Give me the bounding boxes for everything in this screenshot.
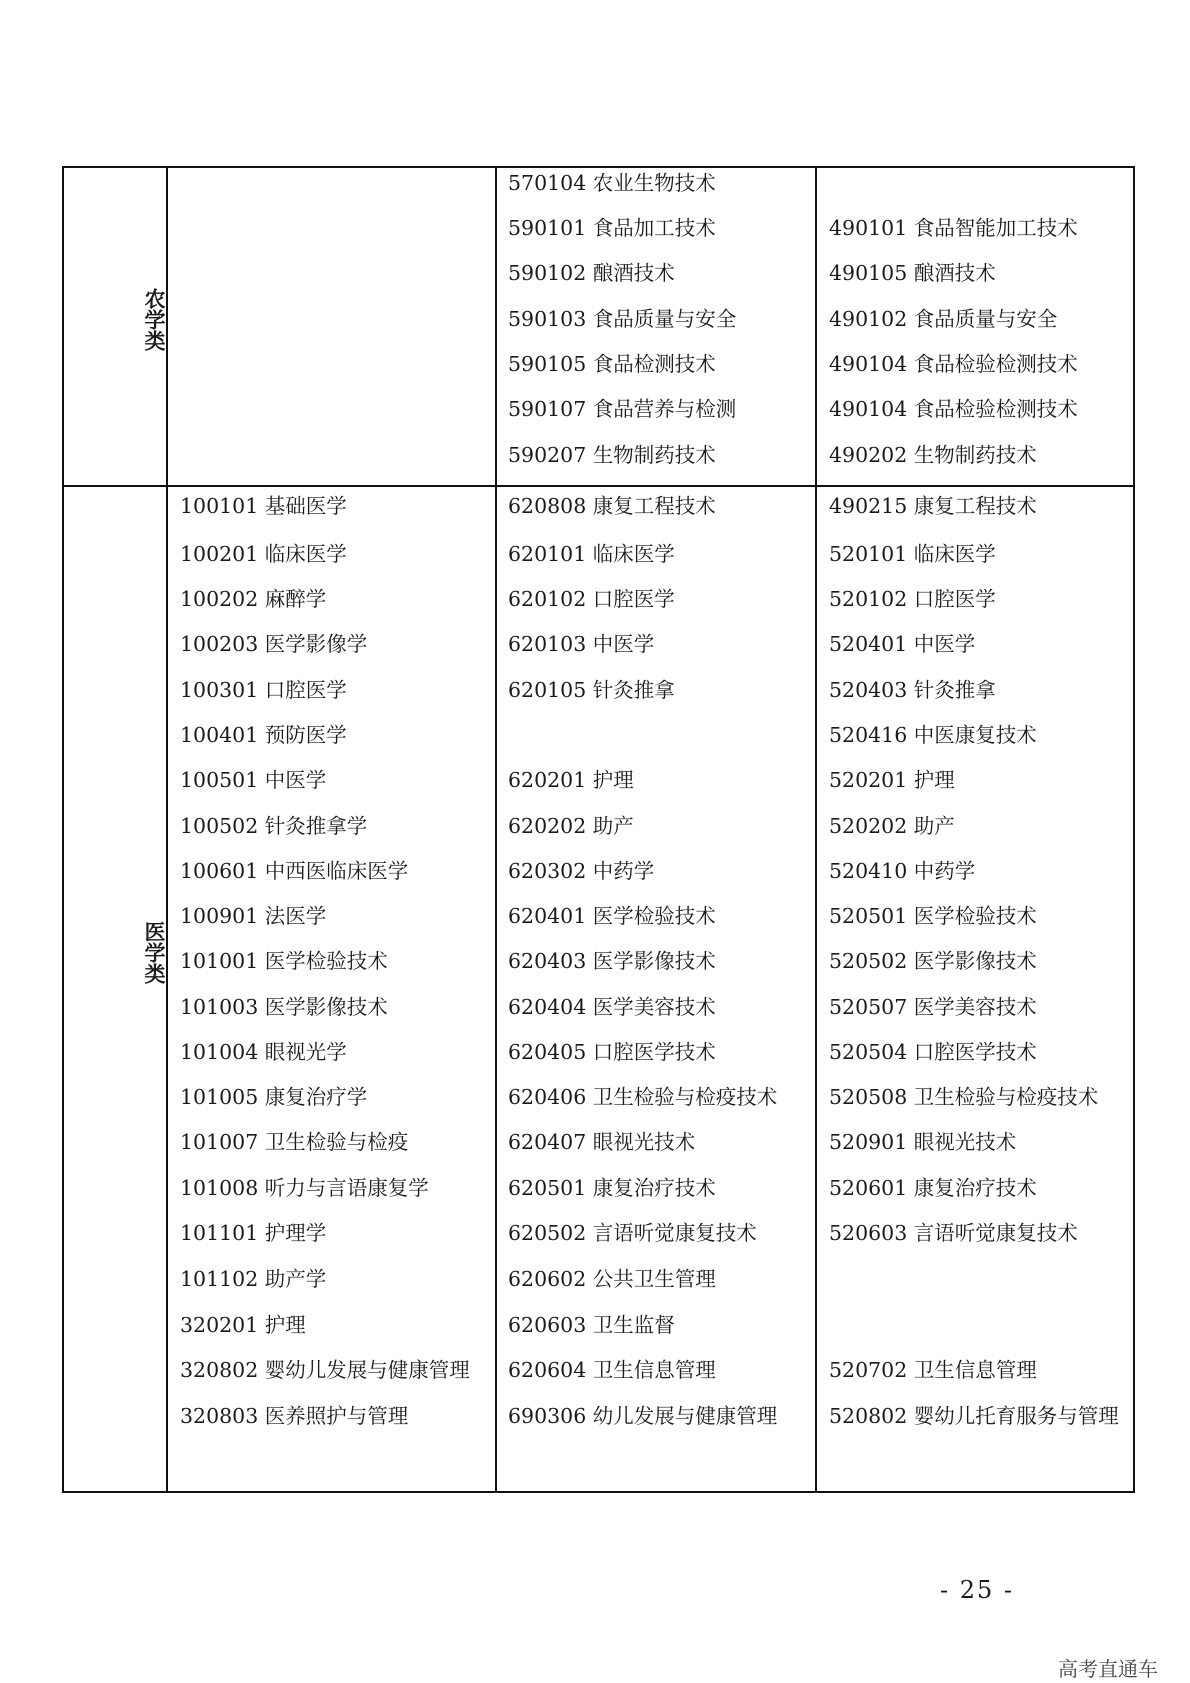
- major-entry: 620102 口腔医学: [508, 587, 675, 611]
- major-entry: 490104 食品检验检测技术: [829, 397, 1078, 421]
- major-entry: 101005 康复治疗学: [180, 1085, 368, 1109]
- major-entry: 320201 护理: [180, 1313, 306, 1337]
- major-entry: 320803 医养照护与管理: [180, 1404, 409, 1428]
- major-entry: 520416 中医康复技术: [829, 723, 1037, 747]
- major-entry: 100203 医学影像学: [180, 632, 368, 656]
- major-entry: 490105 酿酒技术: [829, 261, 996, 285]
- major-entry: 620602 公共卫生管理: [508, 1267, 716, 1291]
- major-entry: 620201 护理: [508, 768, 634, 792]
- major-entry: 520401 中医学: [829, 632, 976, 656]
- major-entry: 520508 卫生检验与检疫技术: [829, 1085, 1099, 1109]
- major-entry: 520502 医学影像技术: [829, 949, 1037, 973]
- major-entry: 100401 预防医学: [180, 723, 347, 747]
- major-entry: 590103 食品质量与安全: [508, 307, 737, 331]
- major-entry: 520501 医学检验技术: [829, 904, 1037, 928]
- major-entry: 101101 护理学: [180, 1221, 327, 1245]
- major-entry: 320802 婴幼儿发展与健康管理: [180, 1358, 470, 1382]
- major-entry: 100901 法医学: [180, 904, 327, 928]
- major-entry: 520403 针灸推拿: [829, 678, 996, 702]
- major-entry: 101007 卫生检验与检疫: [180, 1130, 409, 1154]
- major-entry: 620502 言语听觉康复技术: [508, 1221, 757, 1245]
- major-entry: 520201 护理: [829, 768, 955, 792]
- major-entry: 101004 眼视光学: [180, 1040, 347, 1064]
- major-entry: 101001 医学检验技术: [180, 949, 388, 973]
- major-entry: 620401 医学检验技术: [508, 904, 716, 928]
- major-entry: 620603 卫生监督: [508, 1313, 675, 1337]
- major-entry: 620202 助产: [508, 814, 634, 838]
- major-entry: 620403 医学影像技术: [508, 949, 716, 973]
- major-entry: 520410 中药学: [829, 859, 976, 883]
- major-mapping-table: [62, 166, 1135, 1493]
- major-entry: 100502 针灸推拿学: [180, 814, 368, 838]
- major-entry: 490215 康复工程技术: [829, 494, 1037, 518]
- major-entry: 520102 口腔医学: [829, 587, 996, 611]
- column-divider: [495, 168, 497, 1491]
- major-entry: 620501 康复治疗技术: [508, 1176, 716, 1200]
- major-entry: 620103 中医学: [508, 632, 655, 656]
- major-entry: 100301 口腔医学: [180, 678, 347, 702]
- major-entry: 620406 卫生检验与检疫技术: [508, 1085, 778, 1109]
- major-entry: 620101 临床医学: [508, 542, 675, 566]
- major-entry: 520504 口腔医学技术: [829, 1040, 1037, 1064]
- major-entry: 590207 生物制药技术: [508, 443, 716, 467]
- major-entry: 620808 康复工程技术: [508, 494, 716, 518]
- row-divider: [64, 485, 1133, 487]
- major-entry: 590102 酿酒技术: [508, 261, 675, 285]
- major-entry: 100201 临床医学: [180, 542, 347, 566]
- major-entry: 620105 针灸推拿: [508, 678, 675, 702]
- major-entry: 520202 助产: [829, 814, 955, 838]
- category-label-medicine: 医学类: [142, 921, 167, 984]
- major-entry: 520901 眼视光技术: [829, 1130, 1017, 1154]
- major-entry: 620604 卫生信息管理: [508, 1358, 716, 1382]
- major-entry: 101003 医学影像技术: [180, 995, 388, 1019]
- major-entry: 690306 幼儿发展与健康管理: [508, 1404, 778, 1428]
- major-entry: 520702 卫生信息管理: [829, 1358, 1037, 1382]
- major-entry: 520802 婴幼儿托育服务与管理: [829, 1404, 1119, 1428]
- major-entry: 620404 医学美容技术: [508, 995, 716, 1019]
- major-entry: 490104 食品检验检测技术: [829, 352, 1078, 376]
- major-entry: 520507 医学美容技术: [829, 995, 1037, 1019]
- major-entry: 520603 言语听觉康复技术: [829, 1221, 1078, 1245]
- watermark: 高考直通车: [1058, 1657, 1158, 1681]
- category-label-agriculture: 农学类: [142, 288, 167, 351]
- column-divider: [815, 168, 817, 1491]
- major-entry: 100601 中西医临床医学: [180, 859, 409, 883]
- major-entry: 620405 口腔医学技术: [508, 1040, 716, 1064]
- major-entry: 100501 中医学: [180, 768, 327, 792]
- major-entry: 101102 助产学: [180, 1267, 327, 1291]
- major-entry: 570104 农业生物技术: [508, 171, 716, 195]
- major-entry: 520601 康复治疗技术: [829, 1176, 1037, 1200]
- major-entry: 590105 食品检测技术: [508, 352, 716, 376]
- major-entry: 101008 听力与言语康复学: [180, 1176, 429, 1200]
- major-entry: 490102 食品质量与安全: [829, 307, 1058, 331]
- major-entry: 490101 食品智能加工技术: [829, 216, 1078, 240]
- major-entry: 620407 眼视光技术: [508, 1130, 696, 1154]
- major-entry: 490202 生物制药技术: [829, 443, 1037, 467]
- major-entry: 100202 麻醉学: [180, 587, 327, 611]
- major-entry: 590107 食品营养与检测: [508, 397, 737, 421]
- major-entry: 620302 中药学: [508, 859, 655, 883]
- page-number: - 25 -: [940, 1576, 1015, 1604]
- major-entry: 590101 食品加工技术: [508, 216, 716, 240]
- major-entry: 100101 基础医学: [180, 494, 347, 518]
- column-divider: [166, 168, 168, 1491]
- major-entry: 520101 临床医学: [829, 542, 996, 566]
